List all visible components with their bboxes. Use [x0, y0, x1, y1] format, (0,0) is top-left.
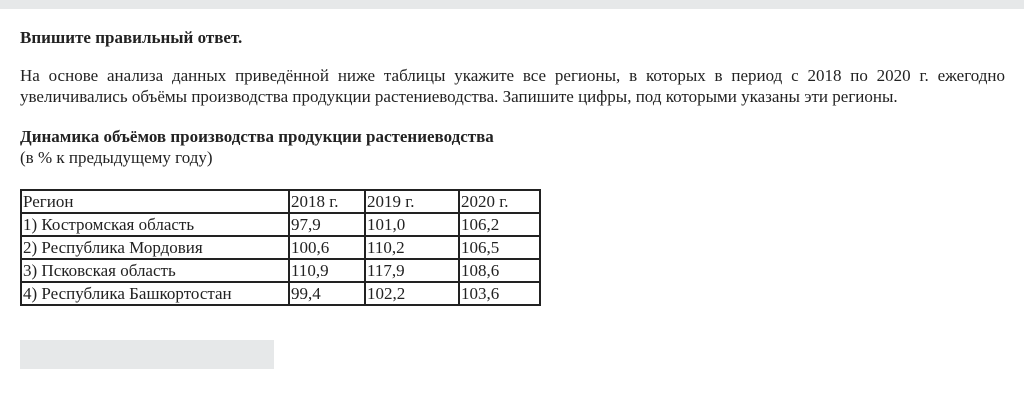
table-cell: 110,2	[365, 236, 459, 259]
table-row	[21, 213, 540, 236]
header-cell-2018: 2018 г.	[289, 190, 365, 213]
table-row	[21, 282, 540, 305]
table-header-row	[21, 190, 540, 213]
table-cell: 97,9	[289, 213, 365, 236]
table-row	[21, 259, 540, 282]
task-content	[20, 27, 1005, 306]
table-cell: 110,9	[289, 259, 365, 282]
table-cell: 102,2	[365, 282, 459, 305]
table-row	[21, 236, 540, 259]
answer-input[interactable]	[20, 340, 274, 369]
table-cell: 1) Костромская область	[21, 213, 289, 236]
table-cell: 2) Республика Мордовия	[21, 236, 289, 259]
table-cell: 106,5	[459, 236, 540, 259]
table-cell: 101,0	[365, 213, 459, 236]
table-title: Динамика объёмов производства продукции растениеводства	[20, 127, 494, 146]
table-cell: 103,6	[459, 282, 540, 305]
table-cell: 99,4	[289, 282, 365, 305]
top-bar	[0, 0, 1024, 9]
table-cell: 3) Псковская область	[21, 259, 289, 282]
header-cell-region: Регион	[21, 190, 289, 213]
header-cell-2019: 2019 г.	[365, 190, 459, 213]
table-cell: 4) Республика Башкортостан	[21, 282, 289, 305]
table-cell: 100,6	[289, 236, 365, 259]
question-text: На основе анализа данных приведённой ниже таблицы укажите все регионы, в которых в период с 2018 по 2020 г. ежегодно увеличивались объёмы производства продукции растениеводства. Запишите цифры, под которыми указаны эти регионы.	[20, 66, 1005, 106]
table-subtitle: (в % к предыдущему году)	[20, 148, 213, 167]
table-cell: 108,6	[459, 259, 540, 282]
table-cell: 117,9	[365, 259, 459, 282]
data-table	[20, 189, 541, 306]
header-cell-2020: 2020 г.	[459, 190, 540, 213]
instruction-text: Впишите правильный ответ.	[20, 28, 243, 47]
table-cell: 106,2	[459, 213, 540, 236]
